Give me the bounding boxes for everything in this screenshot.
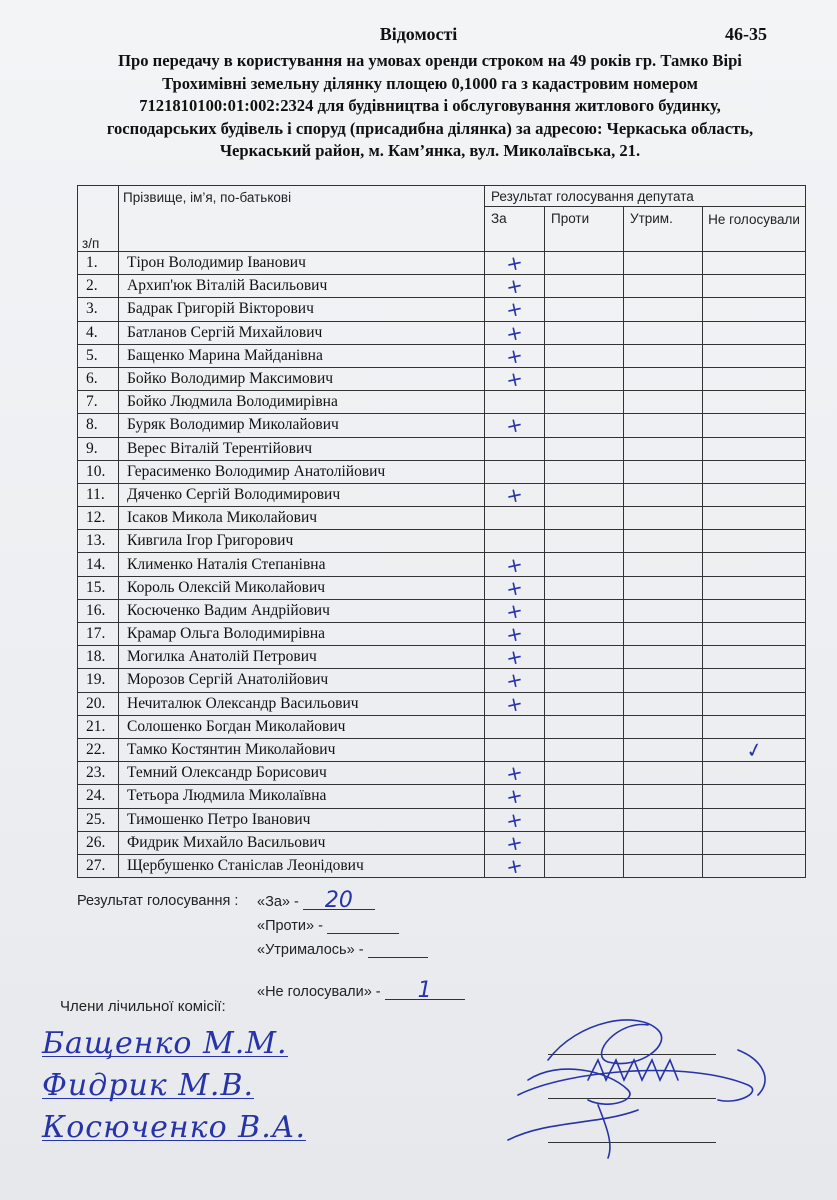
- vote-against-mark: [545, 576, 624, 599]
- row-number: 7.: [78, 391, 119, 414]
- vote-against-mark: [545, 808, 624, 831]
- table-row: [78, 298, 806, 321]
- row-number: 3.: [78, 298, 119, 321]
- vote-against-mark: [545, 669, 624, 692]
- table-row: [78, 808, 806, 831]
- vote-for-mark: [485, 507, 545, 530]
- table-row: [78, 530, 806, 553]
- row-name: Бойко Людмила Володимирівна: [119, 391, 485, 414]
- row-number: 1.: [78, 252, 119, 275]
- vote-abstain-mark: [624, 483, 703, 506]
- vote-against-mark: [545, 599, 624, 622]
- row-number: 12.: [78, 507, 119, 530]
- header-abstain: Утрим.: [624, 207, 703, 252]
- table-row: [78, 367, 806, 390]
- row-number: 11.: [78, 483, 119, 506]
- vote-for-mark: [485, 643, 545, 671]
- vote-against-mark: [545, 715, 624, 738]
- vote-abstain-mark: [624, 692, 703, 715]
- handwritten-mark: +: [503, 295, 526, 323]
- vote-not-voted-mark: [703, 599, 806, 622]
- row-name: Архип'юк Віталій Васильович: [119, 275, 485, 298]
- vote-abstain-mark: [624, 715, 703, 738]
- handwritten-mark: +: [503, 759, 526, 787]
- abstain-label: «Утрималось» -: [257, 942, 364, 958]
- table-row: [78, 762, 806, 785]
- vote-abstain-mark: [624, 623, 703, 646]
- vote-against-mark: [545, 530, 624, 553]
- row-number: 9.: [78, 437, 119, 460]
- row-number: 19.: [78, 669, 119, 692]
- row-name: Батланов Сергій Михайлович: [119, 321, 485, 344]
- vote-for-mark: [485, 295, 545, 323]
- row-number: 25.: [78, 808, 119, 831]
- vote-abstain-mark: [624, 738, 703, 761]
- vote-abstain-mark: [624, 576, 703, 599]
- table-row: [78, 553, 806, 576]
- row-number: 4.: [78, 321, 119, 344]
- vote-for-mark: [485, 551, 545, 579]
- table-row: [78, 576, 806, 599]
- row-name: Ісаков Микола Миколайович: [119, 507, 485, 530]
- vote-not-voted-mark: [703, 646, 806, 669]
- for-label: «За» -: [257, 894, 299, 910]
- row-name: Бадрак Григорій Вікторович: [119, 298, 485, 321]
- vote-against-mark: [545, 483, 624, 506]
- for-value: 20: [324, 888, 353, 913]
- row-name: Косюченко Вадим Андрійович: [119, 599, 485, 622]
- handwritten-mark: +: [503, 643, 526, 671]
- vote-abstain-mark: [624, 437, 703, 460]
- vote-not-voted-mark: [703, 391, 806, 414]
- row-name: Могилка Анатолій Петрович: [119, 646, 485, 669]
- vote-against-mark: [545, 321, 624, 344]
- handwritten-mark: +: [503, 411, 526, 439]
- handwritten-mark: +: [503, 782, 526, 810]
- vote-against-mark: [545, 785, 624, 808]
- row-number: 16.: [78, 599, 119, 622]
- row-name: Бащенко Марина Майданівна: [119, 344, 485, 367]
- table-row: [78, 321, 806, 344]
- vote-abstain-mark: [624, 298, 703, 321]
- not-voted-label: «Не голосували» -: [257, 984, 381, 1000]
- table-row: [78, 831, 806, 854]
- vote-not-voted-mark: [703, 785, 806, 808]
- vote-abstain-mark: [624, 252, 703, 275]
- row-name: Дяченко Сергій Володимирович: [119, 483, 485, 506]
- handwritten-mark: +: [503, 620, 526, 648]
- handwritten-mark: +: [503, 597, 526, 625]
- table-row: [78, 623, 806, 646]
- handwritten-mark: +: [503, 249, 526, 277]
- vote-abstain-mark: [624, 854, 703, 877]
- table-row: [78, 646, 806, 669]
- vote-against-mark: [545, 414, 624, 437]
- header-number: з/п: [78, 186, 119, 252]
- vote-for-mark: [485, 342, 545, 370]
- row-number: 2.: [78, 275, 119, 298]
- row-number: 14.: [78, 553, 119, 576]
- vote-abstain-mark: [624, 599, 703, 622]
- against-label: «Проти» -: [257, 918, 323, 934]
- vote-abstain-mark: [624, 808, 703, 831]
- vote-abstain-mark: [624, 646, 703, 669]
- vote-not-voted-mark: [703, 553, 806, 576]
- vote-not-voted-mark: [703, 275, 806, 298]
- handwritten-mark: +: [503, 690, 526, 718]
- vote-against-mark: [545, 252, 624, 275]
- row-name: Щербушенко Станіслав Леонідович: [119, 854, 485, 877]
- vote-against-mark: [545, 437, 624, 460]
- row-name: Крамар Ольга Володимирівна: [119, 623, 485, 646]
- vote-not-voted-mark: [703, 298, 806, 321]
- table-row: [78, 854, 806, 877]
- vote-against-mark: [545, 646, 624, 669]
- table-row: [78, 507, 806, 530]
- row-number: 18.: [78, 646, 119, 669]
- vote-not-voted-mark: [703, 669, 806, 692]
- vote-against-mark: [545, 831, 624, 854]
- vote-for-mark: [485, 574, 545, 602]
- vote-abstain-mark: [624, 553, 703, 576]
- vote-abstain-mark: [624, 831, 703, 854]
- table-row: [78, 483, 806, 506]
- vote-abstain-mark: [624, 530, 703, 553]
- handwritten-mark: +: [503, 852, 526, 880]
- row-number: 10.: [78, 460, 119, 483]
- row-name: Герасименко Володимир Анатолійович: [119, 460, 485, 483]
- voting-table: [77, 185, 806, 878]
- handwritten-mark: +: [503, 829, 526, 857]
- handwritten-mark: +: [503, 319, 526, 347]
- header-not-voted: Не голосували: [703, 207, 806, 252]
- vote-abstain-mark: [624, 785, 703, 808]
- vote-against-mark: [545, 762, 624, 785]
- row-number: 27.: [78, 854, 119, 877]
- vote-not-voted-mark: [703, 252, 806, 275]
- vote-against-mark: [545, 391, 624, 414]
- row-name: Темний Олександр Борисович: [119, 762, 485, 785]
- vote-not-voted-mark: [703, 808, 806, 831]
- vote-for-mark: [485, 481, 545, 509]
- row-name: Тамко Костянтин Миколайович: [119, 738, 485, 761]
- vote-for-mark: [485, 460, 545, 483]
- row-number: 5.: [78, 344, 119, 367]
- vote-for-mark: [485, 391, 545, 414]
- vote-for-mark: [485, 738, 545, 761]
- not-voted-blank: [385, 978, 465, 1003]
- vote-for-mark: [485, 829, 545, 857]
- handwritten-mark: +: [503, 666, 526, 694]
- vote-not-voted-mark: [703, 831, 806, 854]
- handwritten-mark: +: [503, 342, 526, 370]
- row-name: Буряк Володимир Миколайович: [119, 414, 485, 437]
- row-name: Кивгила Ігор Григорович: [119, 530, 485, 553]
- row-number: 8.: [78, 414, 119, 437]
- commission-member-3: Косюченко В.А.: [42, 1110, 307, 1145]
- vote-for-mark: [485, 782, 545, 810]
- vote-not-voted-mark: [703, 623, 806, 646]
- row-name: Фидрик Михайло Васильович: [119, 831, 485, 854]
- vote-not-voted-mark: [703, 530, 806, 553]
- vote-abstain-mark: [624, 391, 703, 414]
- row-name: Верес Віталій Терентійович: [119, 437, 485, 460]
- vote-not-voted-mark: [703, 854, 806, 877]
- vote-abstain-mark: [624, 367, 703, 390]
- results-label: Результат голосування :: [77, 893, 239, 909]
- vote-abstain-mark: [624, 321, 703, 344]
- document-number: 46-35: [725, 24, 767, 44]
- table-row: [78, 252, 806, 275]
- vote-against-mark: [545, 854, 624, 877]
- commission-member-1: Бащенко М.М.: [42, 1026, 288, 1061]
- vote-for-mark: [485, 666, 545, 694]
- vote-for-mark: [485, 690, 545, 718]
- header-result: Результат голосування депутата: [485, 186, 806, 207]
- vote-against-mark: [545, 623, 624, 646]
- handwritten-mark: +: [503, 481, 526, 509]
- handwritten-mark: +: [503, 574, 526, 602]
- vote-abstain-mark: [624, 275, 703, 298]
- vote-not-voted-mark: [703, 321, 806, 344]
- vote-against-mark: [545, 275, 624, 298]
- vote-abstain-mark: [624, 344, 703, 367]
- vote-against-mark: [545, 460, 624, 483]
- vote-abstain-mark: [624, 669, 703, 692]
- vote-for-mark: [485, 759, 545, 787]
- row-number: 6.: [78, 367, 119, 390]
- row-number: 15.: [78, 576, 119, 599]
- abstain-blank: [368, 941, 428, 958]
- vote-for-mark: [485, 852, 545, 880]
- row-number: 17.: [78, 623, 119, 646]
- vote-against-mark: [545, 507, 624, 530]
- vote-abstain-mark: [624, 460, 703, 483]
- table-row: [78, 275, 806, 298]
- vote-not-voted-mark: [703, 460, 806, 483]
- handwritten-mark: +: [503, 272, 526, 300]
- vote-not-voted-mark: [703, 367, 806, 390]
- vote-against-mark: [545, 692, 624, 715]
- handwritten-signature: [488, 1000, 788, 1160]
- vote-for-mark: [485, 272, 545, 300]
- table-row: [78, 715, 806, 738]
- row-name: Тимошенко Петро Іванович: [119, 808, 485, 831]
- vote-abstain-mark: [624, 507, 703, 530]
- vote-for-mark: [485, 319, 545, 347]
- header-for: За: [485, 207, 545, 252]
- row-name: Тірон Володимир Іванович: [119, 252, 485, 275]
- vote-against-mark: [545, 553, 624, 576]
- handwritten-mark: +: [503, 551, 526, 579]
- vote-abstain-mark: [624, 762, 703, 785]
- handwritten-mark: +: [503, 365, 526, 393]
- row-number: 22.: [78, 738, 119, 761]
- vote-for-mark: [485, 597, 545, 625]
- vote-not-voted-mark: [703, 692, 806, 715]
- vote-not-voted-mark: [703, 576, 806, 599]
- commission-member-2: Фидрик М.В.: [42, 1068, 255, 1103]
- vote-for-mark: [485, 715, 545, 738]
- row-number: 23.: [78, 762, 119, 785]
- vote-against-mark: [545, 298, 624, 321]
- vote-not-voted-mark: [703, 762, 806, 785]
- table-row: [78, 692, 806, 715]
- vote-for-mark: [485, 620, 545, 648]
- header-against: Проти: [545, 207, 624, 252]
- vote-for-mark: [485, 365, 545, 393]
- vote-not-voted-mark: [703, 507, 806, 530]
- table-row: [78, 669, 806, 692]
- row-number: 24.: [78, 785, 119, 808]
- commission-label: Члени лічильної комісії:: [60, 998, 226, 1015]
- document-title: Відомості: [379, 24, 458, 44]
- vote-for-mark: [485, 411, 545, 439]
- row-number: 26.: [78, 831, 119, 854]
- vote-against-mark: [545, 738, 624, 761]
- for-blank: [303, 888, 375, 913]
- handwritten-mark: ✓: [743, 736, 765, 764]
- row-name: Солошенко Богдан Миколайович: [119, 715, 485, 738]
- vote-abstain-mark: [624, 414, 703, 437]
- handwritten-mark: +: [503, 806, 526, 834]
- row-name: Тетьора Людмила Миколаївна: [119, 785, 485, 808]
- vote-against-mark: [545, 344, 624, 367]
- vote-not-voted-mark: [703, 483, 806, 506]
- vote-not-voted-mark: [703, 414, 806, 437]
- header-name: Прізвище, ім’я, по-батькові: [119, 186, 485, 252]
- document-subject: Про передачу в користування на умовах оренди строком на 49 років гр. Тамко Вірі Трохимівні земельну ділянку площею 0,1000 га з кадастровим номером 7121810100:01:002:2324 для будівництва і обслуговування житлового будинку, господарських будівель і споруд (присадибна ділянка) за адресою: Черкаська область, Черкаський район, м. Кам’янка, вул. Миколаївська, 21.: [106, 51, 754, 160]
- table-row: [78, 437, 806, 460]
- row-name: Бойко Володимир Максимович: [119, 367, 485, 390]
- vote-not-voted-mark: [703, 736, 806, 764]
- not-voted-value: 1: [417, 978, 432, 1003]
- vote-not-voted-mark: [703, 344, 806, 367]
- row-number: 13.: [78, 530, 119, 553]
- against-blank: [327, 917, 399, 934]
- table-row: [78, 460, 806, 483]
- vote-for-mark: [485, 249, 545, 277]
- table-row: [78, 785, 806, 808]
- table-row: [78, 391, 806, 414]
- row-name: Король Олексій Миколайович: [119, 576, 485, 599]
- row-name: Нечиталюк Олександр Васильович: [119, 692, 485, 715]
- table-row: [78, 414, 806, 437]
- row-number: 21.: [78, 715, 119, 738]
- vote-for-mark: [485, 806, 545, 834]
- row-number: 20.: [78, 692, 119, 715]
- vote-against-mark: [545, 367, 624, 390]
- row-name: Клименко Наталія Степанівна: [119, 553, 485, 576]
- vote-for-mark: [485, 530, 545, 553]
- vote-not-voted-mark: [703, 437, 806, 460]
- vote-not-voted-mark: [703, 715, 806, 738]
- table-row: [78, 599, 806, 622]
- table-row: [78, 344, 806, 367]
- vote-for-mark: [485, 437, 545, 460]
- row-name: Морозов Сергій Анатолійович: [119, 669, 485, 692]
- table-row: [78, 738, 806, 761]
